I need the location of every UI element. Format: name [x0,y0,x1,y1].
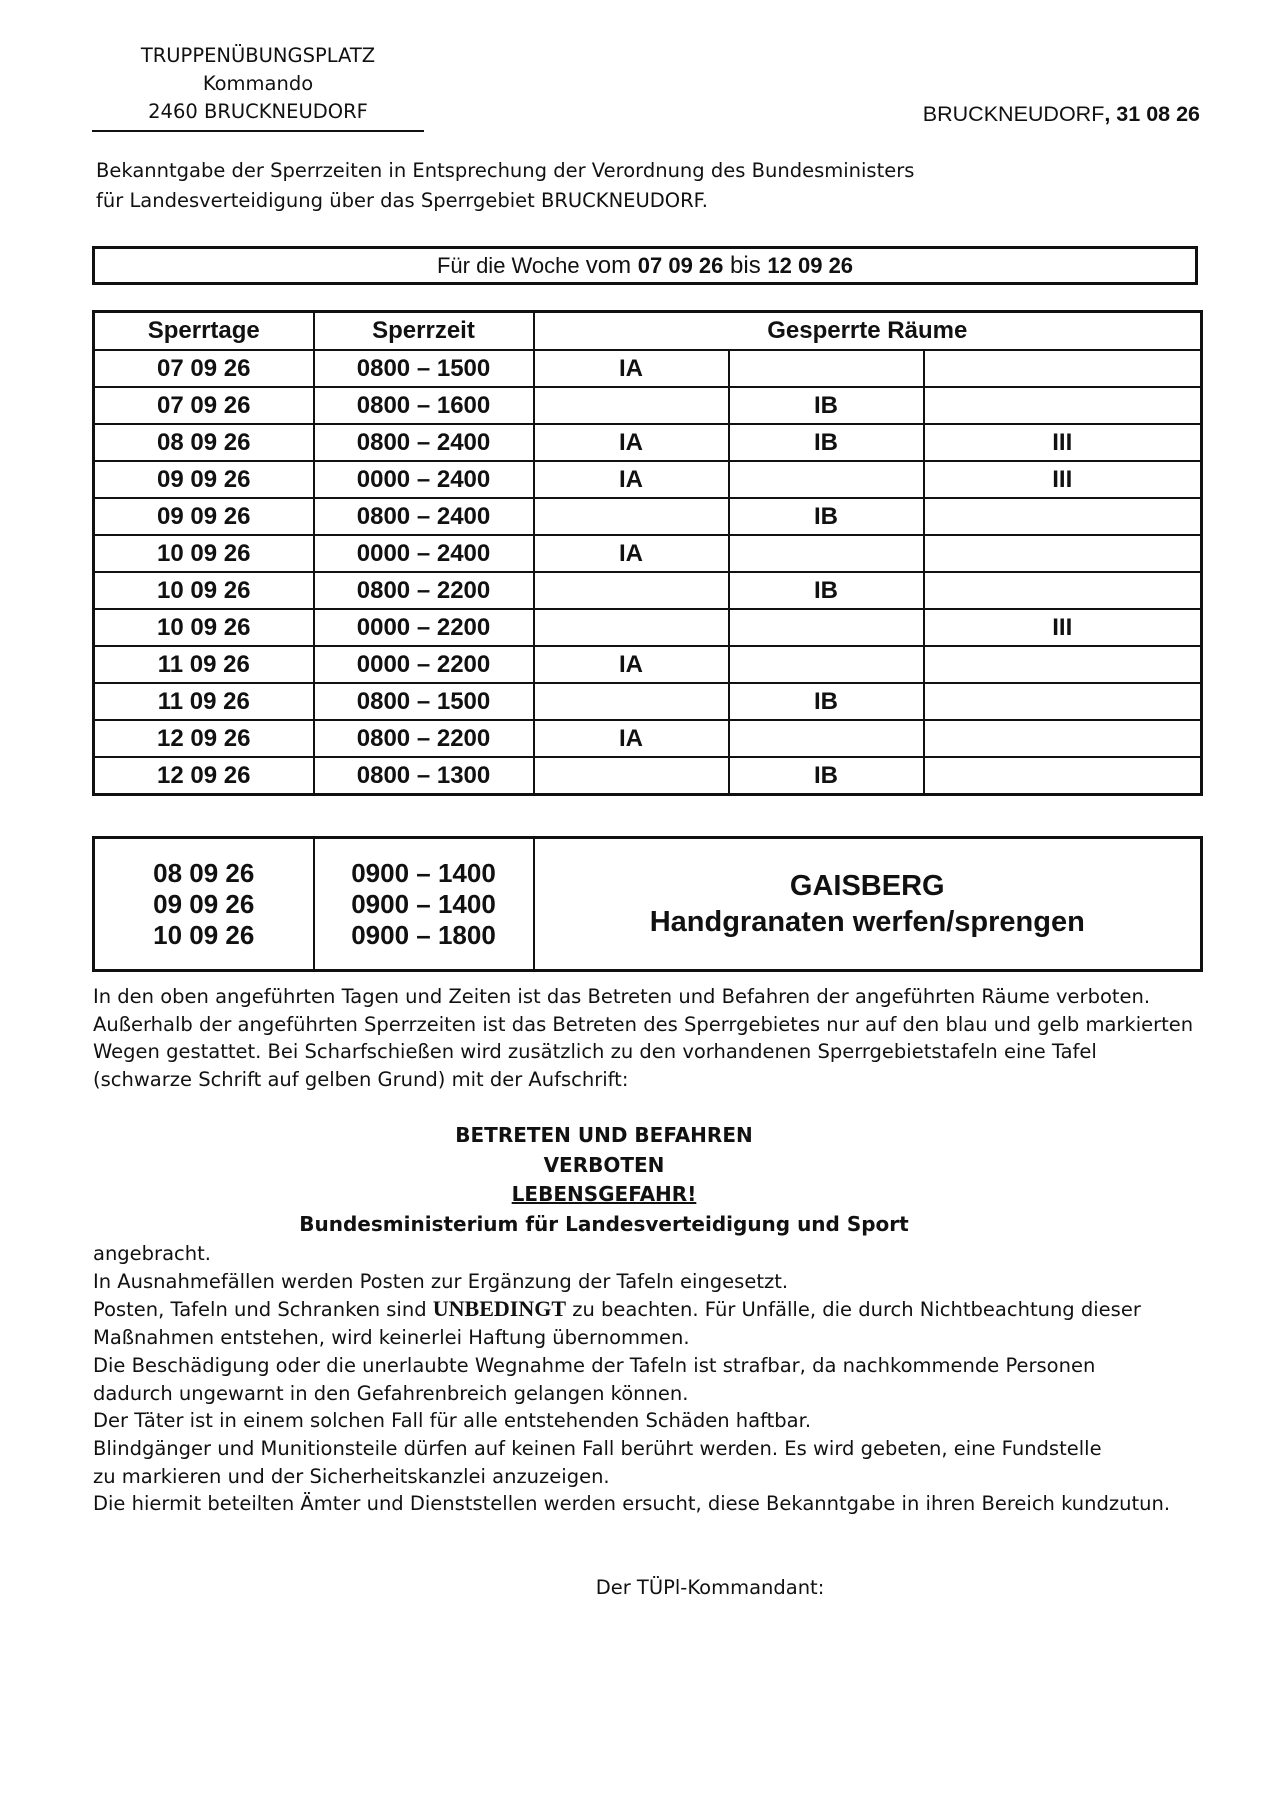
week-end: 12 09 26 [767,253,854,278]
gaisberg-row [94,838,1202,971]
cell-sperrzeit: 0000 – 2400 [314,535,534,572]
gaisberg-title: GAISBERG [789,870,945,902]
header-underline [92,130,424,132]
body1-line: (schwarze Schrift auf gelben Grund) mit der Aufschrift: [93,1067,629,1091]
cell-raum-3: III [924,424,1202,461]
week-box [92,246,1198,285]
cell-sperrzeit: 0800 – 1500 [314,683,534,720]
intro-line-1: Bekanntgabe der Sperrzeiten in Entsprechung der Verordnung des Bundesministers [96,159,915,182]
cell-raum-3 [924,498,1202,535]
cell-raum-3 [924,387,1202,424]
cell-raum-1: IA [534,720,729,757]
cell-sperrtag: 07 09 26 [94,387,314,424]
table-row [94,461,1202,498]
table-row [94,535,1202,572]
gaisberg-day: 08 09 26 [153,857,255,888]
place-date [870,102,1200,127]
cell-raum-2: IB [729,757,924,795]
cell-sperrzeit: 0800 – 1300 [314,757,534,795]
cell-raum-2: IB [729,424,924,461]
signature-label: Der TÜPl-Kommandant: [595,1576,825,1599]
cell-raum-3 [924,535,1202,572]
cell-sperrtag: 10 09 26 [94,572,314,609]
body2-line: Blindgänger und Munitionsteile dürfen auf keinen Fall berührt werden. Es wird gebeten, eine Fundstelle [93,1436,1102,1460]
cell-sperrtag: 11 09 26 [94,683,314,720]
cell-raum-1 [534,572,729,609]
org-line-3: 2460 BRUCKNEUDORF [148,100,368,123]
gaisberg-time: 0900 – 1400 [351,888,496,919]
cell-raum-2: IB [729,498,924,535]
body2-line: zu markieren und der Sicherheitskanzlei anzuzeigen. [93,1464,610,1488]
body2-line: Die Beschädigung oder die unerlaubte Wegnahme der Tafeln ist strafbar, da nachkommende Personen [93,1353,1096,1377]
table-row [94,609,1202,646]
body2-line: Maßnahmen entstehen, wird keinerlei Haftung übernommen. [93,1326,690,1350]
cell-sperrtag: 12 09 26 [94,757,314,795]
table-row [94,646,1202,683]
body1-line: Außerhalb der angeführten Sperrzeiten ist das Betreten des Sperrgebietes nur auf den blau und gelb markierten [93,1012,1194,1036]
header-sperrtage: Sperrtage [94,312,314,351]
cell-raum-1: IA [534,646,729,683]
warning-lebensgefahr: LEBENSGEFAHR! [511,1182,697,1206]
warning-line-3 [92,1180,1116,1210]
table-row [94,350,1202,387]
body2-text: Posten, Tafeln und Schranken sind [93,1298,433,1322]
week-prefix: Für die Woche [436,253,586,278]
place: BRUCKNEUDORF [922,102,1105,126]
header-gesperrte-raeume: Gesperrte Räume [534,312,1202,351]
cell-sperrzeit: 0000 – 2200 [314,609,534,646]
body-paragraph-1 [93,983,1203,1093]
cell-sperrzeit: 0800 – 2400 [314,424,534,461]
cell-raum-1 [534,387,729,424]
gaisberg-subtitle: Handgranaten werfen/sprengen [649,906,1085,938]
cell-raum-1: IA [534,350,729,387]
cell-sperrtag: 11 09 26 [94,646,314,683]
cell-raum-2 [729,535,924,572]
cell-raum-2 [729,461,924,498]
cell-raum-1 [534,757,729,795]
cell-raum-3: III [924,609,1202,646]
table-row [94,387,1202,424]
body2-line: Der Täter ist in einem solchen Fall für alle entstehenden Schäden haftbar. [93,1409,812,1433]
cell-sperrtag: 12 09 26 [94,720,314,757]
warning-line-2: VERBOTEN [543,1152,665,1177]
cell-sperrtag: 07 09 26 [94,350,314,387]
body2-line [93,1295,1203,1324]
cell-raum-2: IB [729,572,924,609]
cell-sperrtag: 10 09 26 [94,609,314,646]
cell-sperrzeit: 0800 – 1500 [314,350,534,387]
body1-line: Wegen gestattet. Bei Scharfschießen wird zusätzlich zu den vorhandenen Sperrgebietstafeln eine Tafel [93,1040,1097,1064]
cell-raum-3 [924,720,1202,757]
cell-raum-3 [924,572,1202,609]
header-sperrzeit: Sperrzeit [314,312,534,351]
gaisberg-days [94,838,314,971]
organization-block [92,42,424,126]
warning-sign-text [92,1121,1116,1239]
gaisberg-time: 0900 – 1800 [351,919,496,950]
cell-sperrtag: 08 09 26 [94,424,314,461]
cell-sperrzeit: 0000 – 2200 [314,646,534,683]
cell-sperrtag: 09 09 26 [94,461,314,498]
table-header-row [94,312,1202,351]
date: , 31 08 26 [1104,102,1200,126]
schedule-table [92,310,1203,796]
cell-raum-1 [534,498,729,535]
cell-raum-1 [534,609,729,646]
cell-raum-1: IA [534,461,729,498]
gaisberg-table [92,836,1203,972]
cell-sperrzeit: 0800 – 2200 [314,572,534,609]
cell-sperrzeit: 0800 – 1600 [314,387,534,424]
week-vom: vom [585,252,638,279]
warning-line-4: Bundesministerium für Landesverteidigung und Sport [299,1211,909,1236]
cell-raum-1: IA [534,424,729,461]
cell-sperrtag: 09 09 26 [94,498,314,535]
cell-sperrtag: 10 09 26 [94,535,314,572]
cell-raum-2 [729,646,924,683]
week-bis: bis [723,252,768,279]
cell-raum-1 [534,683,729,720]
org-line-1: TRUPPENÜBUNGSPLATZ [140,44,376,67]
cell-sperrzeit: 0800 – 2400 [314,498,534,535]
warning-line-1: BETRETEN UND BEFAHREN [455,1123,753,1147]
intro-line-2: für Landesverteidigung über das Sperrgebiet BRUCKNEUDORF. [96,189,708,212]
body2-line: dadurch ungewarnt in den Gefahrenbreich gelangen können. [93,1381,689,1405]
cell-sperrzeit: 0800 – 2200 [314,720,534,757]
gaisberg-day: 10 09 26 [153,919,255,950]
table-row [94,572,1202,609]
body2-line: Die hiermit beteilten Ämter und Dienststellen werden ersucht, diese Bekanntgabe in ihren Bereich kundzutun. [93,1492,1171,1516]
cell-raum-2 [729,350,924,387]
table-row [94,424,1202,461]
table-row [94,683,1202,720]
cell-raum-1: IA [534,535,729,572]
cell-raum-2 [729,720,924,757]
gaisberg-time: 0900 – 1400 [351,857,496,888]
week-start: 07 09 26 [637,253,724,278]
body-paragraph-2 [93,1240,1203,1518]
schedule-body [94,350,1202,795]
unbedingt-emphasis: UNBEDINGT [432,1296,567,1322]
cell-raum-3 [924,757,1202,795]
body2-line: angebracht. [93,1242,211,1265]
body1-line: In den oben angeführten Tagen und Zeiten ist das Betreten und Befahren der angeführten Räume verboten. [93,985,1151,1008]
org-line-2: Kommando [202,72,314,95]
table-row [94,720,1202,757]
table-row [94,757,1202,795]
cell-raum-3 [924,683,1202,720]
table-row [94,498,1202,535]
cell-raum-2: IB [729,683,924,720]
body2-line: In Ausnahmefällen werden Posten zur Ergänzung der Tafeln eingesetzt. [93,1269,789,1293]
cell-raum-2 [729,609,924,646]
cell-raum-2: IB [729,387,924,424]
gaisberg-day: 09 09 26 [153,888,255,919]
gaisberg-description [534,838,1202,971]
body2-text: zu beachten. Für Unfälle, die durch Nichtbeachtung dieser [566,1298,1141,1322]
cell-raum-3 [924,350,1202,387]
gaisberg-times [314,838,534,971]
cell-raum-3 [924,646,1202,683]
cell-sperrzeit: 0000 – 2400 [314,461,534,498]
cell-raum-3: III [924,461,1202,498]
intro-text [96,156,1096,216]
